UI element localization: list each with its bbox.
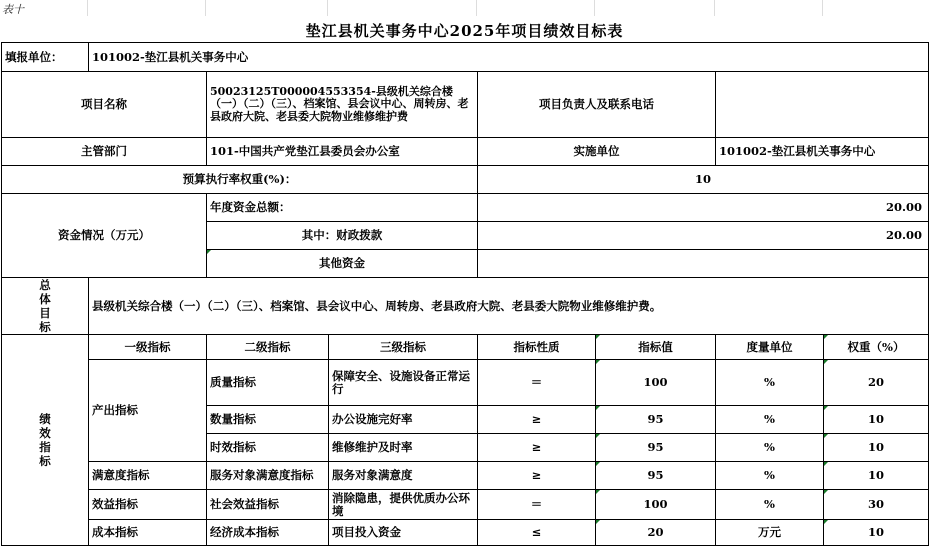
row-l3: 消除隐患，提供优质办公环境 [329,490,478,520]
unit-value: 101002-垫江县机关事务中心 [89,43,929,72]
perf-label: 绩效指标 [2,335,89,546]
row-unit: 万元 [716,520,824,546]
row-value: 100 [596,490,716,520]
header-weight: 权重（%） [824,335,929,360]
header-nature: 指标性质 [478,335,596,360]
dept-label: 主管部门 [2,138,207,166]
row-l3: 服务对象满意度 [329,462,478,490]
row-l1: 成本指标 [89,520,207,546]
funds-total-label: 年度资金总额： [207,194,478,222]
overall-label: 总体目标 [2,278,89,335]
budget-weight-label: 预算执行率权重(%)： [2,166,478,194]
row-nature: ＝ [478,490,596,520]
row-weight: 10 [824,434,929,462]
row-weight: 10 [824,520,929,546]
dept-value: 101-中国共产党垫江县委员会办公室 [207,138,478,166]
row-unit: % [716,406,824,434]
row-l3: 项目投入资金 [329,520,478,546]
row-value: 95 [596,462,716,490]
impl-label: 实施单位 [478,138,716,166]
row-nature: ≥ [478,406,596,434]
row-unit: % [716,490,824,520]
row-nature: ≤ [478,520,596,546]
funds-label: 资金情况（万元） [2,194,207,278]
unit-label: 填报单位： [2,43,89,72]
row-l1: 效益指标 [89,490,207,520]
row-l3: 保障安全、设施设备正常运行 [329,360,478,406]
row-l1: 满意度指标 [89,462,207,490]
overall-value: 县级机关综合楼（一）（二）（三）、档案馆、县会议中心、周转房、老县政府大院、老县委大院物业维修维护费。 [89,278,929,335]
row-value: 95 [596,406,716,434]
project-name-label: 项目名称 [2,72,207,138]
funds-fiscal-value: 20.00 [478,222,929,250]
impl-value: 101002-垫江县机关事务中心 [716,138,929,166]
performance-table [1,42,929,546]
header-l2: 二级指标 [207,335,329,360]
row-value: 100 [596,360,716,406]
project-lead-label: 项目负责人及联系电话 [478,72,716,138]
row-l2: 数量指标 [207,406,329,434]
project-lead-value [716,72,929,138]
l1-output: 产出指标 [89,360,207,462]
row-unit: % [716,360,824,406]
funds-total-value: 20.00 [478,194,929,222]
row-nature: ≥ [478,462,596,490]
row-value: 20 [596,520,716,546]
funds-fiscal-label: 其中：财政拨款 [207,222,478,250]
page-title: 垫江县机关事务中心2025年项目绩效目标表 [305,22,624,40]
row-l3: 办公设施完好率 [329,406,478,434]
row-l2: 服务对象满意度指标 [207,462,329,490]
row-l2: 经济成本指标 [207,520,329,546]
table-caption: 表十 [2,3,24,16]
row-unit: % [716,462,824,490]
budget-weight-value: 10 [478,166,929,194]
row-nature: ＝ [478,360,596,406]
row-value: 95 [596,434,716,462]
row-l2: 社会效益指标 [207,490,329,520]
row-l2: 时效指标 [207,434,329,462]
row-l3: 维修维护及时率 [329,434,478,462]
row-nature: ≥ [478,434,596,462]
row-weight: 10 [824,406,929,434]
header-l3: 三级指标 [329,335,478,360]
header-unit: 度量单位 [716,335,824,360]
row-weight: 20 [824,360,929,406]
row-weight: 10 [824,462,929,490]
project-name-value: 50023125T000004553354-县级机关综合楼（一）（二）（三）、档案馆、县会议中心、周转房、老县政府大院、老县委大院物业维修维护费 [207,72,478,138]
funds-other-value [478,250,929,278]
row-unit: % [716,434,824,462]
header-l1: 一级指标 [89,335,207,360]
row-l2: 质量指标 [207,360,329,406]
row-weight: 30 [824,490,929,520]
funds-other-label: 其他资金 [207,250,478,278]
header-value: 指标值 [596,335,716,360]
